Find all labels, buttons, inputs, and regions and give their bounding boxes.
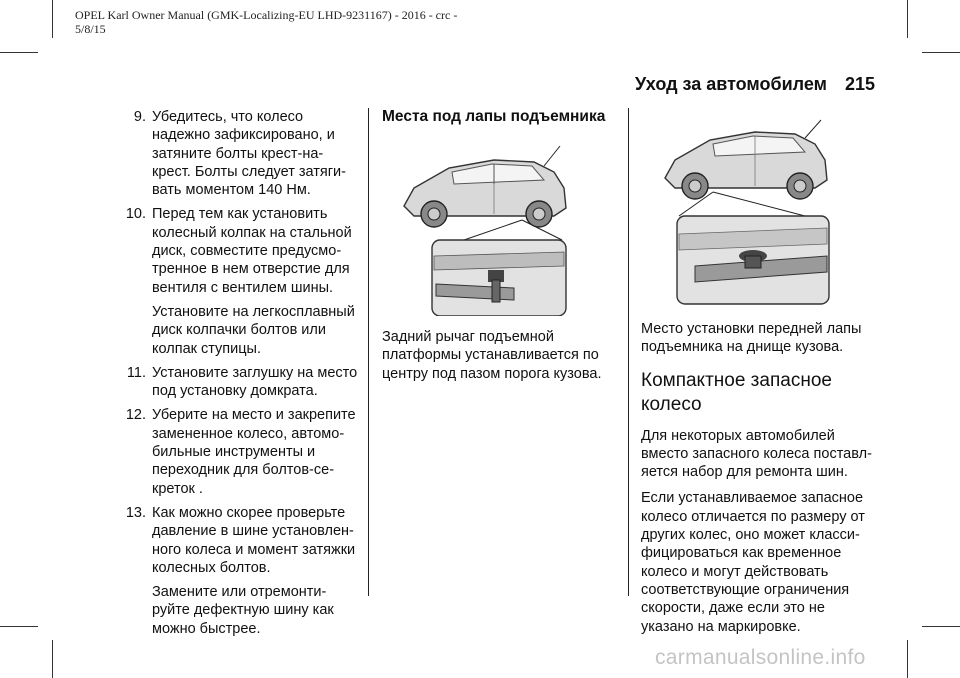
rear-lift-caption: Задний рычаг подъемной платформы устанавливается по центру под пазом порога кузова. — [382, 329, 602, 382]
print-meta — [75, 8, 457, 36]
compact-spare-para-1: Для некоторых автомобилей вместо запасного колеса поставл-яется набор для ремонта шин. — [641, 427, 872, 481]
crop-mark-top-left — [52, 0, 53, 38]
column-lift-points — [382, 108, 614, 391]
crop-mark-bottom-right-h — [922, 626, 960, 627]
step-body — [152, 504, 362, 638]
front-lift-point-illustration — [655, 116, 855, 308]
step-number: 13. — [125, 504, 146, 521]
print-meta-line1: OPEL Karl Owner Manual (GMK-Localizing-EU LHD-9231167) - 2016 - crc - — [75, 8, 458, 22]
rear-lift-point-illustration — [394, 136, 584, 316]
step-body — [152, 205, 362, 357]
compact-spare-heading: Компактное запасное колесо — [641, 369, 832, 415]
column-divider-1 — [368, 108, 369, 596]
step-paragraph: Установите на легкосплавный диск колпачки болтов или колпак ступицы. — [152, 303, 355, 357]
step-body — [152, 364, 362, 401]
step-paragraph: Перед тем как установить колесный колпак на стальной диск, совместите предусмо-тренное в нем отверстие для вентиля с вентилем шины. — [152, 206, 352, 296]
page-number: 215 — [844, 74, 875, 94]
lift-points-heading: Места под лапы подъемника — [382, 108, 606, 125]
column-instructions — [112, 108, 362, 644]
step-number: 11. — [126, 364, 146, 381]
crop-mark-bottom-left — [52, 640, 53, 678]
step-paragraph: Уберите на место и закрепите замененное колесо, автомо-бильные инструменты и переходник для болтов-се-креток . — [152, 407, 356, 497]
step-body — [152, 108, 362, 199]
crop-mark-top-left-h — [0, 52, 38, 53]
instruction-step — [112, 406, 362, 497]
step-paragraph: Замените или отремонти-руйте дефектную шину как можно быстрее. — [152, 584, 334, 637]
step-body — [152, 406, 362, 497]
instruction-step — [112, 364, 362, 401]
crop-mark-bottom-right — [907, 640, 908, 678]
step-number: 10. — [125, 206, 146, 223]
running-head — [600, 74, 875, 95]
crop-mark-top-right — [907, 0, 908, 38]
step-number: 9. — [133, 109, 146, 125]
compact-spare-para-2: Если устанавливаемое запасное колесо отличается по размеру от других колес, оно может класси-фицироваться как временное колесо и могут действовать соответствующие ограничения скорости, даже если это не указано на маркировке. — [641, 490, 865, 635]
step-number: 12. — [125, 407, 146, 424]
column-divider-2 — [628, 108, 629, 596]
step-paragraph: Убедитесь, что колесо надежно зафиксировано, и затяните болты крест-на-крест. Болты следует затяги-вать моментом 140 Нм. — [152, 109, 346, 199]
crop-mark-bottom-left-h — [0, 626, 38, 627]
step-paragraph: Как можно скорее проверьте давление в шине установлен-ного колеса и момент затяжки колесных болтов. — [152, 504, 356, 576]
instruction-step — [112, 205, 362, 357]
front-lift-caption: Место установки передней лапы подъемника на днище кузова. — [641, 321, 862, 356]
instruction-step — [112, 108, 362, 199]
watermark: carmanualsonline.info — [655, 646, 866, 669]
instruction-step — [112, 504, 362, 638]
crop-mark-top-right-h — [922, 52, 960, 53]
section-title: Уход за автомобилем — [635, 74, 827, 94]
step-paragraph: Установите заглушку на место под установку домкрата. — [152, 364, 358, 400]
print-meta-line2: 5/8/15 — [75, 22, 106, 36]
column-compact-spare — [641, 108, 875, 644]
